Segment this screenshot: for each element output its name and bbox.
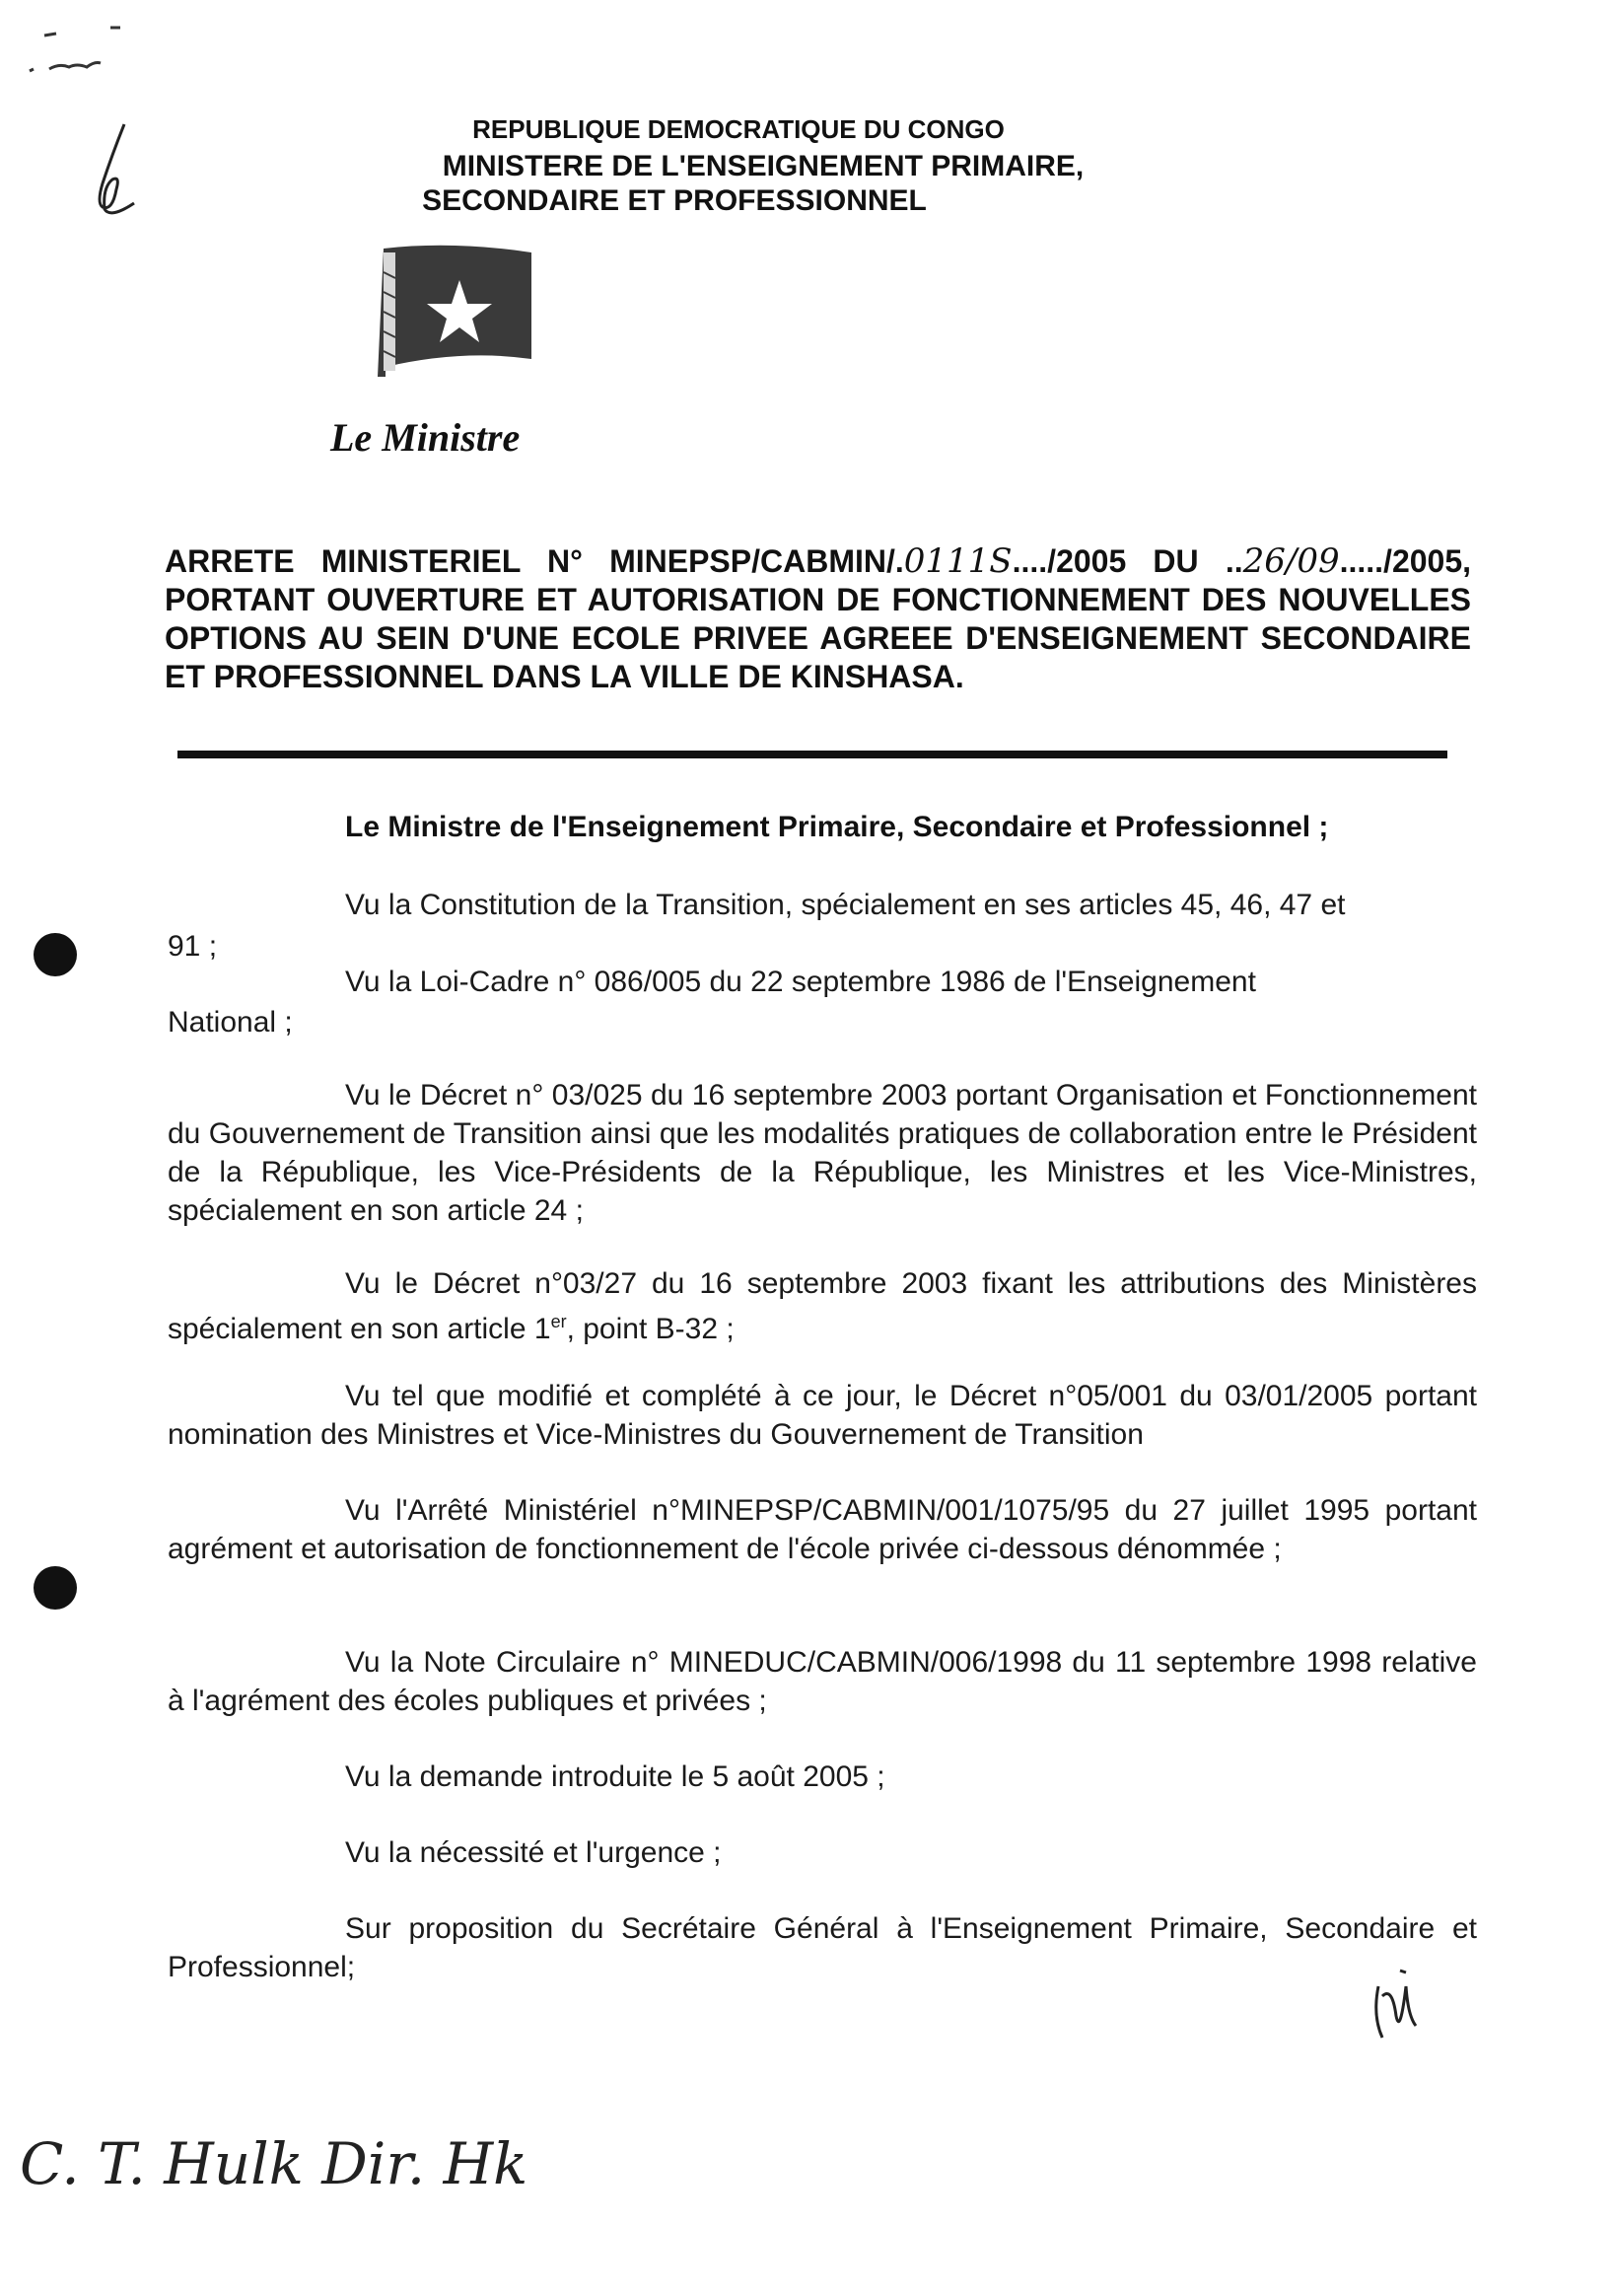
decree-number-suffix: ...../2005, [1339, 543, 1472, 579]
preamble-p2-text: Vu la Loi-Cadre n° 086/005 du 22 septembre 1986 de l'Enseignement [345, 966, 1256, 998]
ministry-name-line2: SECONDAIRE ET PROFESSIONNEL [422, 184, 927, 217]
decree-title-rest: PORTANT OUVERTURE ET AUTORISATION DE FONCTIONNEMENT DES NOUVELLES OPTIONS AU SEIN D'UNE ECOLE PRIVEE AGREEE D'ENSEIGNEMENT SECONDAIRE ET PROFESSIONNEL DANS LA VILLE DE KINSHASA. [165, 582, 1471, 694]
preamble-p2-cont: National ; [168, 1006, 293, 1039]
decree-number-handwritten: 0111S [903, 541, 1013, 581]
preamble-p4-text: Vu le Décret n°03/27 du 16 septembre 2003 fixant les attributions des Ministères spécialement en son article 1 [168, 1267, 1477, 1345]
ministry-name-line1: MINISTERE DE L'ENSEIGNEMENT PRIMAIRE, [442, 150, 1085, 182]
handwritten-paraph-mark [1361, 1957, 1430, 2055]
punch-hole-mark [34, 933, 77, 976]
country-name: REPUBLIQUE DEMOCRATIQUE DU CONGO [472, 114, 1005, 144]
preamble-p1 [168, 886, 1477, 924]
preamble-p1-cont: 91 ; [168, 930, 218, 963]
preamble-p9-text: Vu la nécessité et l'urgence ; [345, 1836, 722, 1869]
preamble-p3 [168, 1076, 1477, 1230]
title-underline-rule [177, 751, 1447, 758]
preamble-lead: Le Ministre de l'Enseignement Primaire, Secondaire et Professionnel ; [345, 811, 1329, 843]
preamble-p5 [168, 1377, 1477, 1454]
decree-date-handwritten: 26/09 [1242, 541, 1340, 581]
preamble-p7-text: Vu la Note Circulaire n° MINEDUC/CABMIN/006/1998 du 11 septembre 1998 relative à l'agrément des écoles publiques et privées ; [168, 1646, 1477, 1717]
preamble-p9 [168, 1833, 1477, 1872]
preamble-p10 [168, 1909, 1477, 1986]
preamble-p1-text: Vu la Constitution de la Transition, spécialement en ses articles 45, 46, 47 et [345, 889, 1346, 921]
preamble-p4-superscript: er [550, 1312, 567, 1331]
preamble-p3-text: Vu le Décret n° 03/025 du 16 septembre 2003 portant Organisation et Fonctionnement du Gouvernement de Transition ainsi que les modalités pratiques de collaboration entre le Président de la République, les Vice-Présidents de la République, les Ministres et les Vice-Ministres, spécialement en son article 24 ; [168, 1079, 1477, 1227]
preamble-p8-text: Vu la demande introduite le 5 août 2005 ; [345, 1760, 885, 1793]
punch-hole-mark [34, 1566, 77, 1610]
preamble-p2 [168, 963, 1477, 1001]
minister-title: Le Ministre [330, 415, 521, 460]
handwritten-routing-note: C. T. Hulk Dir. Hk [20, 2130, 528, 2197]
corner-scribble-mark [20, 20, 128, 79]
preamble-p6-text: Vu l'Arrêté Ministériel n°MINEPSP/CABMIN/001/1075/95 du 27 juillet 1995 portant agrément et autorisation de fonctionnement de l'école privée ci-dessous dénommée ; [168, 1494, 1477, 1565]
preamble-p4 [168, 1264, 1477, 1348]
preamble-p6 [168, 1491, 1477, 1568]
decree-title [165, 542, 1471, 696]
preamble-p5-text: Vu tel que modifié et complété à ce jour, le Décret n°05/001 du 03/01/2005 portant nomination des Ministres et Vice-Ministres du Gouvernement de Transition [168, 1380, 1477, 1451]
preamble-p7 [168, 1643, 1477, 1720]
decree-number-mid: ..../2005 DU .. [1012, 543, 1243, 579]
preamble-p8 [168, 1758, 1477, 1796]
decree-number-prefix: ARRETE MINISTERIEL N° MINEPSP/CABMIN/. [165, 543, 904, 579]
flag-star-emblem-icon [378, 243, 533, 391]
preamble-p4-end: , point B-32 ; [566, 1313, 735, 1345]
preamble-p10-text: Sur proposition du Secrétaire Général à l'Enseignement Primaire, Secondaire et Professionnel; [168, 1912, 1477, 1983]
